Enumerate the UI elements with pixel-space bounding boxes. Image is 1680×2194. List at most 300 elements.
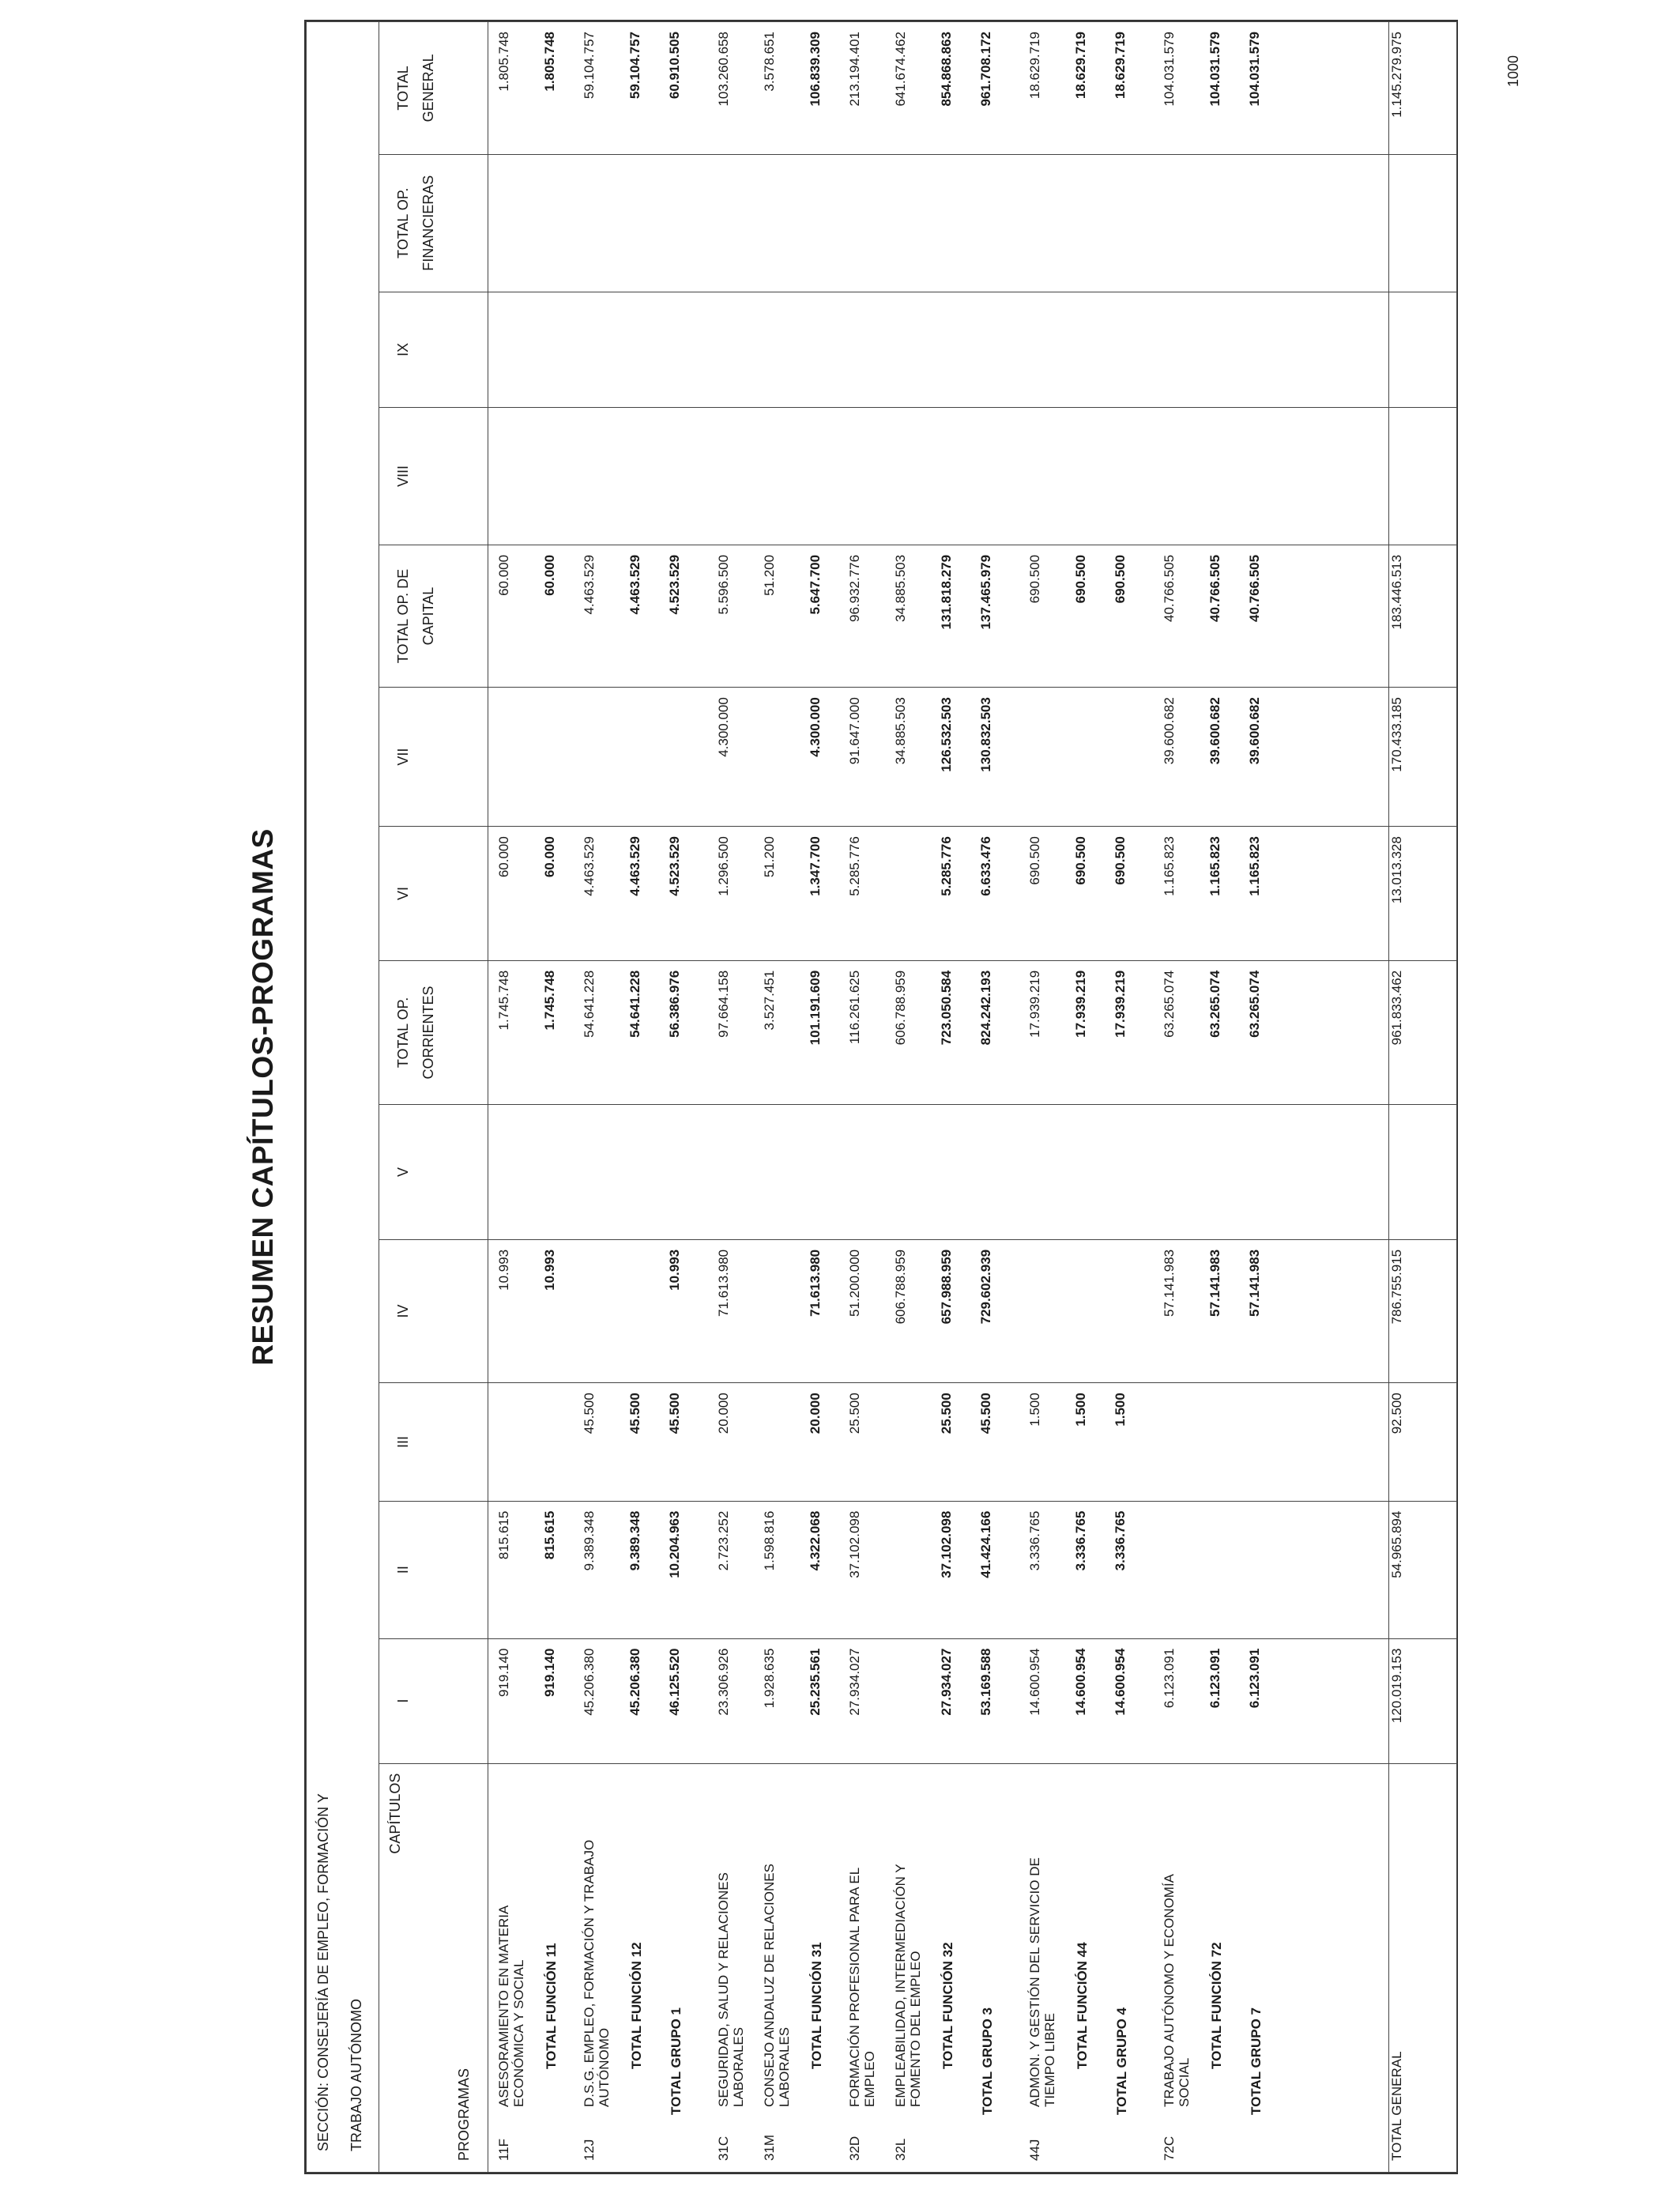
value-cell: 1.805.748: [496, 32, 511, 92]
header-col-11: [379, 154, 488, 292]
value-cell: 1.165.823: [1162, 836, 1177, 896]
value-cell: 3.527.451: [762, 970, 777, 1031]
value-cell: [839, 164, 847, 282]
value-cell: [708, 302, 716, 398]
value-column-1: [488, 1501, 1389, 1638]
value-cell: [574, 164, 582, 282]
chapters-programs-table: [306, 21, 1457, 2173]
function-total-label: [1065, 1764, 1105, 2172]
value-cell: [754, 417, 762, 535]
value-cell: 54.641.228: [582, 970, 597, 1038]
value-cell: 91.647.000: [847, 697, 862, 765]
header-col-1: [379, 1501, 488, 1638]
value-cell: 18.629.719: [1113, 32, 1128, 100]
value-cell: 39.600.682: [1207, 697, 1222, 765]
value-cell: 1.296.500: [716, 836, 731, 896]
value-cell: 46.125.520: [667, 1648, 682, 1716]
program-description: D.S.G. EMPLEO, FORMACIÓN Y TRABAJO AUTÓNOMO: [582, 1839, 612, 2107]
value-cell: 51.200.000: [847, 1249, 862, 1317]
function-total-label: [534, 1764, 574, 2172]
value-cell: [931, 1114, 939, 1230]
total-general-value: 961.833.462: [1389, 960, 1457, 1104]
value-cell: [1019, 417, 1027, 535]
value-cell: 10.204.963: [667, 1510, 682, 1578]
value-cell: 17.939.219: [1113, 970, 1128, 1038]
value-cell: 606.788.959: [893, 1249, 908, 1325]
value-cell: 723.050.584: [939, 970, 954, 1046]
value-cell: [1019, 697, 1027, 816]
total-general-value: 183.446.513: [1389, 545, 1457, 687]
total-label: TOTAL GRUPO 7: [1249, 2007, 1264, 2115]
value-cell: 17.939.219: [1027, 970, 1042, 1038]
total-label: TOTAL FUNCIÓN 12: [629, 1942, 644, 2069]
value-cell: 130.832.503: [978, 697, 993, 772]
document-title: RESUMEN CAPÍTULOS-PROGRAMAS: [247, 828, 279, 1366]
value-cell: [574, 697, 582, 816]
value-cell: [620, 1250, 627, 1373]
value-cell: 14.600.954: [1027, 1648, 1042, 1716]
value-cell: 14.600.954: [1113, 1648, 1128, 1716]
value-cell: 116.261.625: [847, 970, 862, 1045]
value-cell: [659, 1114, 667, 1230]
value-cell: 1.805.748: [542, 32, 557, 92]
value-cell: [659, 302, 667, 398]
total-general-value: [1389, 292, 1457, 407]
program-code: 32D: [847, 2136, 862, 2161]
value-cell: 824.242.193: [978, 970, 993, 1046]
value-cell: [1239, 417, 1247, 535]
value-cell: 104.031.579: [1162, 32, 1177, 107]
programs-column: [488, 1763, 1389, 2172]
value-cell: 101.191.609: [808, 970, 823, 1046]
value-cell: [1154, 1393, 1162, 1491]
value-cell: 657.988.959: [939, 1249, 954, 1325]
value-cell: [534, 697, 542, 816]
value-cell: 60.000: [542, 554, 557, 596]
value-cell: [1154, 1114, 1162, 1230]
page-number: 1000: [1505, 55, 1521, 88]
total-general-value: 120.019.153: [1389, 1638, 1457, 1763]
value-cell: 815.615: [542, 1510, 557, 1560]
group-total-label: [1105, 1764, 1154, 2172]
total-general-row: [1389, 22, 1457, 2173]
header-col-label: VIII: [395, 465, 411, 487]
total-general-label: TOTAL GENERAL: [1389, 1763, 1457, 2172]
value-cell: [1019, 302, 1027, 398]
value-cell: [754, 697, 762, 816]
value-cell: [1065, 302, 1073, 398]
value-column-8: [488, 545, 1389, 687]
program-code: 11F: [496, 2138, 511, 2161]
value-cell: 815.615: [496, 1510, 511, 1560]
program-row-label: [839, 1764, 885, 2172]
value-cell: 4.523.529: [667, 554, 682, 615]
value-cell: [1019, 1250, 1027, 1373]
value-cell: 45.500: [667, 1393, 682, 1434]
value-cell: [708, 417, 716, 535]
value-cell: 4.322.068: [808, 1510, 823, 1571]
header-col-2: [379, 1383, 488, 1502]
value-cell: 25.500: [939, 1393, 954, 1434]
value-cell: [1154, 302, 1162, 398]
value-cell: 641.674.462: [893, 32, 908, 107]
value-cell: 6.633.476: [978, 836, 993, 896]
header-col-label: IV: [395, 1304, 411, 1318]
header-col-label: II: [395, 1566, 411, 1574]
value-cell: 690.500: [1113, 836, 1128, 885]
value-cell: [534, 1393, 542, 1491]
value-cell: 63.265.074: [1162, 970, 1177, 1038]
value-cell: [931, 164, 939, 282]
value-cell: 39.600.682: [1162, 697, 1177, 765]
section-label: SECCIÓN: CONSEJERÍA DE EMPLEO, FORMACIÓN Y TRABAJO AUTÓNOMO: [315, 1793, 364, 2151]
value-cell: [659, 417, 667, 535]
value-cell: 690.500: [1027, 554, 1042, 604]
value-cell: 57.141.983: [1207, 1249, 1222, 1317]
value-cell: [1019, 164, 1027, 282]
value-cell: 60.000: [542, 836, 557, 878]
total-label: TOTAL FUNCIÓN 72: [1209, 1942, 1224, 2069]
value-cell: 5.285.776: [939, 836, 954, 896]
value-cell: [800, 1114, 808, 1230]
value-cell: [754, 164, 762, 282]
value-column-7: [488, 688, 1389, 827]
value-cell: 53.169.588: [978, 1648, 993, 1716]
value-cell: 1.745.748: [542, 970, 557, 1031]
program-description: SEGURIDAD, SALUD Y RELACIONES LABORALES: [716, 1872, 746, 2107]
header-col-6: [379, 827, 488, 961]
value-cell: 45.206.380: [582, 1648, 597, 1716]
value-cell: [1154, 1511, 1162, 1629]
value-cell: 1.500: [1113, 1393, 1128, 1427]
value-cell: [1239, 164, 1247, 282]
value-cell: [754, 1250, 762, 1373]
value-cell: [1065, 697, 1073, 816]
value-cell: [970, 417, 978, 535]
value-cell: [1019, 1114, 1027, 1230]
value-cell: 41.424.166: [978, 1510, 993, 1578]
value-cell: [534, 417, 542, 535]
value-cell: [574, 302, 582, 398]
value-cell: 14.600.954: [1073, 1648, 1088, 1716]
value-cell: [574, 1250, 582, 1373]
value-cell: [1200, 417, 1207, 535]
value-cell: 6.123.091: [1207, 1648, 1222, 1709]
program-row-label: [574, 1764, 620, 2172]
program-code: 12J: [582, 2139, 597, 2161]
value-cell: 854.868.863: [939, 32, 954, 107]
summary-table-frame: [304, 20, 1458, 2174]
header-col-3: [379, 1239, 488, 1382]
program-description: ASESORAMIENTO EN MATERIA ECONÓMICA Y SOCIAL: [496, 1906, 526, 2107]
value-cell: [574, 1114, 582, 1230]
value-cell: 56.386.976: [667, 970, 682, 1038]
header-col-label: III: [395, 1435, 411, 1448]
value-cell: [970, 164, 978, 282]
group-total-label: [1239, 1764, 1288, 2172]
value-cell: [885, 1511, 893, 1629]
value-cell: 18.629.719: [1073, 32, 1088, 100]
value-cell: 45.500: [582, 1393, 597, 1434]
value-cell: [1065, 417, 1073, 535]
value-cell: 57.141.983: [1247, 1249, 1262, 1317]
value-cell: 23.306.926: [716, 1648, 731, 1716]
value-cell: 39.600.682: [1247, 697, 1262, 765]
value-cell: [754, 1114, 762, 1230]
value-cell: 45.500: [978, 1393, 993, 1434]
program-description: EMPLEABILIDAD, INTERMEDIACIÓN Y FOMENTO DEL EMPLEO: [893, 1864, 923, 2107]
value-cell: [708, 164, 716, 282]
value-cell: 4.463.529: [582, 554, 597, 615]
value-cell: [885, 164, 893, 282]
value-cell: [659, 697, 667, 816]
value-cell: 3.578.651: [762, 32, 777, 92]
value-cell: 60.000: [496, 836, 511, 878]
total-label: TOTAL FUNCIÓN 11: [544, 1943, 559, 2069]
value-cell: 60.910.505: [667, 32, 682, 100]
program-row-label: [1154, 1764, 1200, 2172]
value-cell: 10.993: [496, 1249, 511, 1291]
value-cell: 919.140: [542, 1648, 557, 1698]
value-cell: 97.664.158: [716, 970, 731, 1038]
function-total-label: [620, 1764, 659, 2172]
value-cell: [1105, 1114, 1113, 1230]
header-col-label: V: [395, 1167, 411, 1178]
total-general-value: 1.145.279.975: [1389, 22, 1457, 155]
header-col-12: [379, 22, 488, 155]
program-row-label: [754, 1764, 800, 2172]
value-cell: 1.745.748: [496, 970, 511, 1031]
value-cell: [754, 1393, 762, 1491]
value-cell: [1200, 1114, 1207, 1230]
header-col-label: IX: [395, 342, 411, 356]
value-cell: [1239, 1114, 1247, 1230]
program-code: 72C: [1162, 2136, 1177, 2161]
value-cell: [1239, 1511, 1247, 1629]
value-column-2: [488, 1383, 1389, 1502]
value-cell: [1105, 302, 1113, 398]
value-cell: 25.235.561: [808, 1648, 823, 1716]
header-col-0: [379, 1638, 488, 1763]
value-cell: [885, 1393, 893, 1491]
value-cell: 34.885.503: [893, 697, 908, 765]
value-cell: 104.031.579: [1207, 32, 1222, 107]
value-cell: 40.766.505: [1247, 554, 1262, 622]
value-cell: 60.000: [496, 554, 511, 596]
header-programas-cell: [379, 1763, 488, 2172]
value-cell: 3.336.765: [1027, 1510, 1042, 1571]
value-cell: 45.206.380: [627, 1648, 642, 1716]
value-cell: 4.300.000: [716, 697, 731, 757]
header-col-7: [379, 688, 488, 827]
program-row-label: [488, 1764, 534, 2172]
value-cell: [659, 164, 667, 282]
value-cell: 103.260.658: [716, 32, 731, 107]
value-cell: 606.788.959: [893, 970, 908, 1046]
total-label: TOTAL GRUPO 3: [980, 2007, 995, 2115]
program-code: 44J: [1027, 2139, 1042, 2161]
value-cell: [1239, 1393, 1247, 1491]
header-col-4: [379, 1105, 488, 1240]
value-cell: 51.200: [762, 836, 777, 878]
value-column-10: [488, 292, 1389, 407]
header-col-10: [379, 292, 488, 407]
value-column-11: [488, 154, 1389, 292]
header-col-9: [379, 408, 488, 545]
value-column-6: [488, 827, 1389, 961]
value-cell: [1105, 417, 1113, 535]
value-cell: 40.766.505: [1162, 554, 1177, 622]
value-cell: 6.123.091: [1162, 1648, 1177, 1709]
value-cell: [1065, 1114, 1073, 1230]
value-cell: 4.463.529: [627, 554, 642, 615]
body-row: [488, 22, 1389, 2173]
total-general-value: [1389, 1105, 1457, 1240]
value-cell: 1.500: [1073, 1393, 1088, 1427]
value-cell: [1239, 302, 1247, 398]
value-cell: 34.885.503: [893, 554, 908, 622]
value-cell: [1200, 164, 1207, 282]
program-row-label: [1019, 1764, 1065, 2172]
value-cell: 961.708.172: [978, 32, 993, 107]
header-col-label: TOTAL GENERAL: [395, 54, 436, 123]
value-cell: [885, 1649, 893, 1754]
value-cell: [1200, 1393, 1207, 1491]
value-cell: [885, 417, 893, 535]
value-cell: 690.500: [1073, 554, 1088, 604]
value-cell: [488, 417, 496, 535]
value-cell: 729.602.939: [978, 1249, 993, 1325]
value-cell: [1105, 164, 1113, 282]
value-cell: 131.818.279: [939, 554, 954, 630]
value-cell: 4.463.529: [627, 836, 642, 896]
value-cell: 1.165.823: [1247, 836, 1262, 896]
value-cell: 137.465.979: [978, 554, 993, 630]
value-cell: 4.300.000: [808, 697, 823, 757]
value-cell: 5.285.776: [847, 836, 862, 896]
function-total-label: [931, 1764, 970, 2172]
header-col-label: VII: [395, 748, 411, 766]
program-description: FORMACIÓN PROFESIONAL PARA EL EMPLEO: [847, 1868, 877, 2107]
value-cell: [839, 1114, 847, 1230]
value-cell: 2.723.252: [716, 1510, 731, 1571]
value-cell: [970, 302, 978, 398]
value-cell: 1.347.700: [808, 836, 823, 896]
value-cell: 27.934.027: [939, 1648, 954, 1716]
value-cell: 213.194.401: [847, 32, 862, 107]
program-code: 31M: [762, 2134, 777, 2161]
value-cell: [1105, 1250, 1113, 1373]
header-col-label: TOTAL OP. FINANCIERAS: [395, 175, 436, 271]
value-cell: [800, 164, 808, 282]
value-cell: [885, 836, 893, 951]
header-col-label: TOTAL OP. DE CAPITAL: [395, 568, 436, 664]
value-cell: [708, 1114, 716, 1230]
value-cell: [970, 1114, 978, 1230]
value-cell: [931, 417, 939, 535]
value-cell: 106.839.309: [808, 32, 823, 107]
value-cell: [488, 302, 496, 398]
value-cell: 9.389.348: [627, 1510, 642, 1571]
value-column-4: [488, 1105, 1389, 1240]
value-cell: 71.613.980: [808, 1249, 823, 1317]
value-cell: 104.031.579: [1247, 32, 1262, 107]
value-cell: 54.641.228: [627, 970, 642, 1038]
value-column-9: [488, 408, 1389, 545]
program-description: TRABAJO AUTÓNOMO Y ECONOMÍA SOCIAL: [1162, 1874, 1192, 2107]
header-col-label: VI: [395, 886, 411, 900]
value-cell: 1.598.816: [762, 1510, 777, 1571]
function-total-label: [1200, 1764, 1239, 2172]
header-col-5: [379, 960, 488, 1104]
value-cell: [754, 302, 762, 398]
value-cell: 10.993: [542, 1249, 557, 1291]
total-general-value: 54.965.894: [1389, 1501, 1457, 1638]
value-cell: 4.523.529: [667, 836, 682, 896]
value-cell: 25.500: [847, 1393, 862, 1434]
header-programas: PROGRAMAS: [456, 2068, 472, 2161]
value-cell: 37.102.098: [847, 1510, 862, 1578]
value-cell: [534, 164, 542, 282]
value-cell: [620, 1114, 627, 1230]
total-general-value: [1389, 408, 1457, 545]
value-cell: 57.141.983: [1162, 1249, 1177, 1317]
value-cell: 3.336.765: [1113, 1510, 1128, 1571]
total-general-value: 786.755.915: [1389, 1239, 1457, 1382]
value-cell: [488, 1114, 496, 1230]
value-cell: [620, 302, 627, 398]
value-cell: 5.647.700: [808, 554, 823, 615]
value-column-0: [488, 1638, 1389, 1763]
value-cell: 71.613.980: [716, 1249, 731, 1317]
function-total-label: [800, 1764, 839, 2172]
value-cell: [574, 417, 582, 535]
value-cell: [488, 164, 496, 282]
value-cell: [839, 417, 847, 535]
section-cell: [307, 22, 379, 2173]
value-cell: [1200, 302, 1207, 398]
value-cell: 5.596.500: [716, 554, 731, 615]
program-code: 32L: [893, 2138, 908, 2161]
total-general-value: 170.433.185: [1389, 688, 1457, 827]
value-cell: 59.104.757: [627, 32, 642, 100]
value-cell: 1.165.823: [1207, 836, 1222, 896]
total-label: TOTAL FUNCIÓN 31: [809, 1942, 824, 2069]
value-cell: 17.939.219: [1073, 970, 1088, 1038]
value-cell: 6.123.091: [1247, 1648, 1262, 1709]
value-cell: 40.766.505: [1207, 554, 1222, 622]
value-cell: [885, 1114, 893, 1230]
total-general-value: 13.013.328: [1389, 827, 1457, 961]
value-cell: [620, 417, 627, 535]
value-cell: [1065, 1250, 1073, 1373]
program-description: ADMON. Y GESTIÓN DEL SERVICIO DE TIEMPO LIBRE: [1027, 1857, 1057, 2107]
value-cell: 3.336.765: [1073, 1510, 1088, 1571]
value-cell: 10.993: [667, 1249, 682, 1291]
value-cell: [534, 302, 542, 398]
value-column-5: [488, 960, 1389, 1104]
total-label: TOTAL FUNCIÓN 32: [940, 1942, 955, 2069]
value-column-3: [488, 1239, 1389, 1382]
value-cell: 919.140: [496, 1648, 511, 1698]
group-total-label: [970, 1764, 1019, 2172]
value-cell: [620, 697, 627, 816]
value-cell: 1.928.635: [762, 1648, 777, 1709]
program-row-label: [885, 1764, 931, 2172]
value-cell: 63.265.074: [1207, 970, 1222, 1038]
value-cell: [488, 1393, 496, 1491]
total-general-value: [1389, 154, 1457, 292]
